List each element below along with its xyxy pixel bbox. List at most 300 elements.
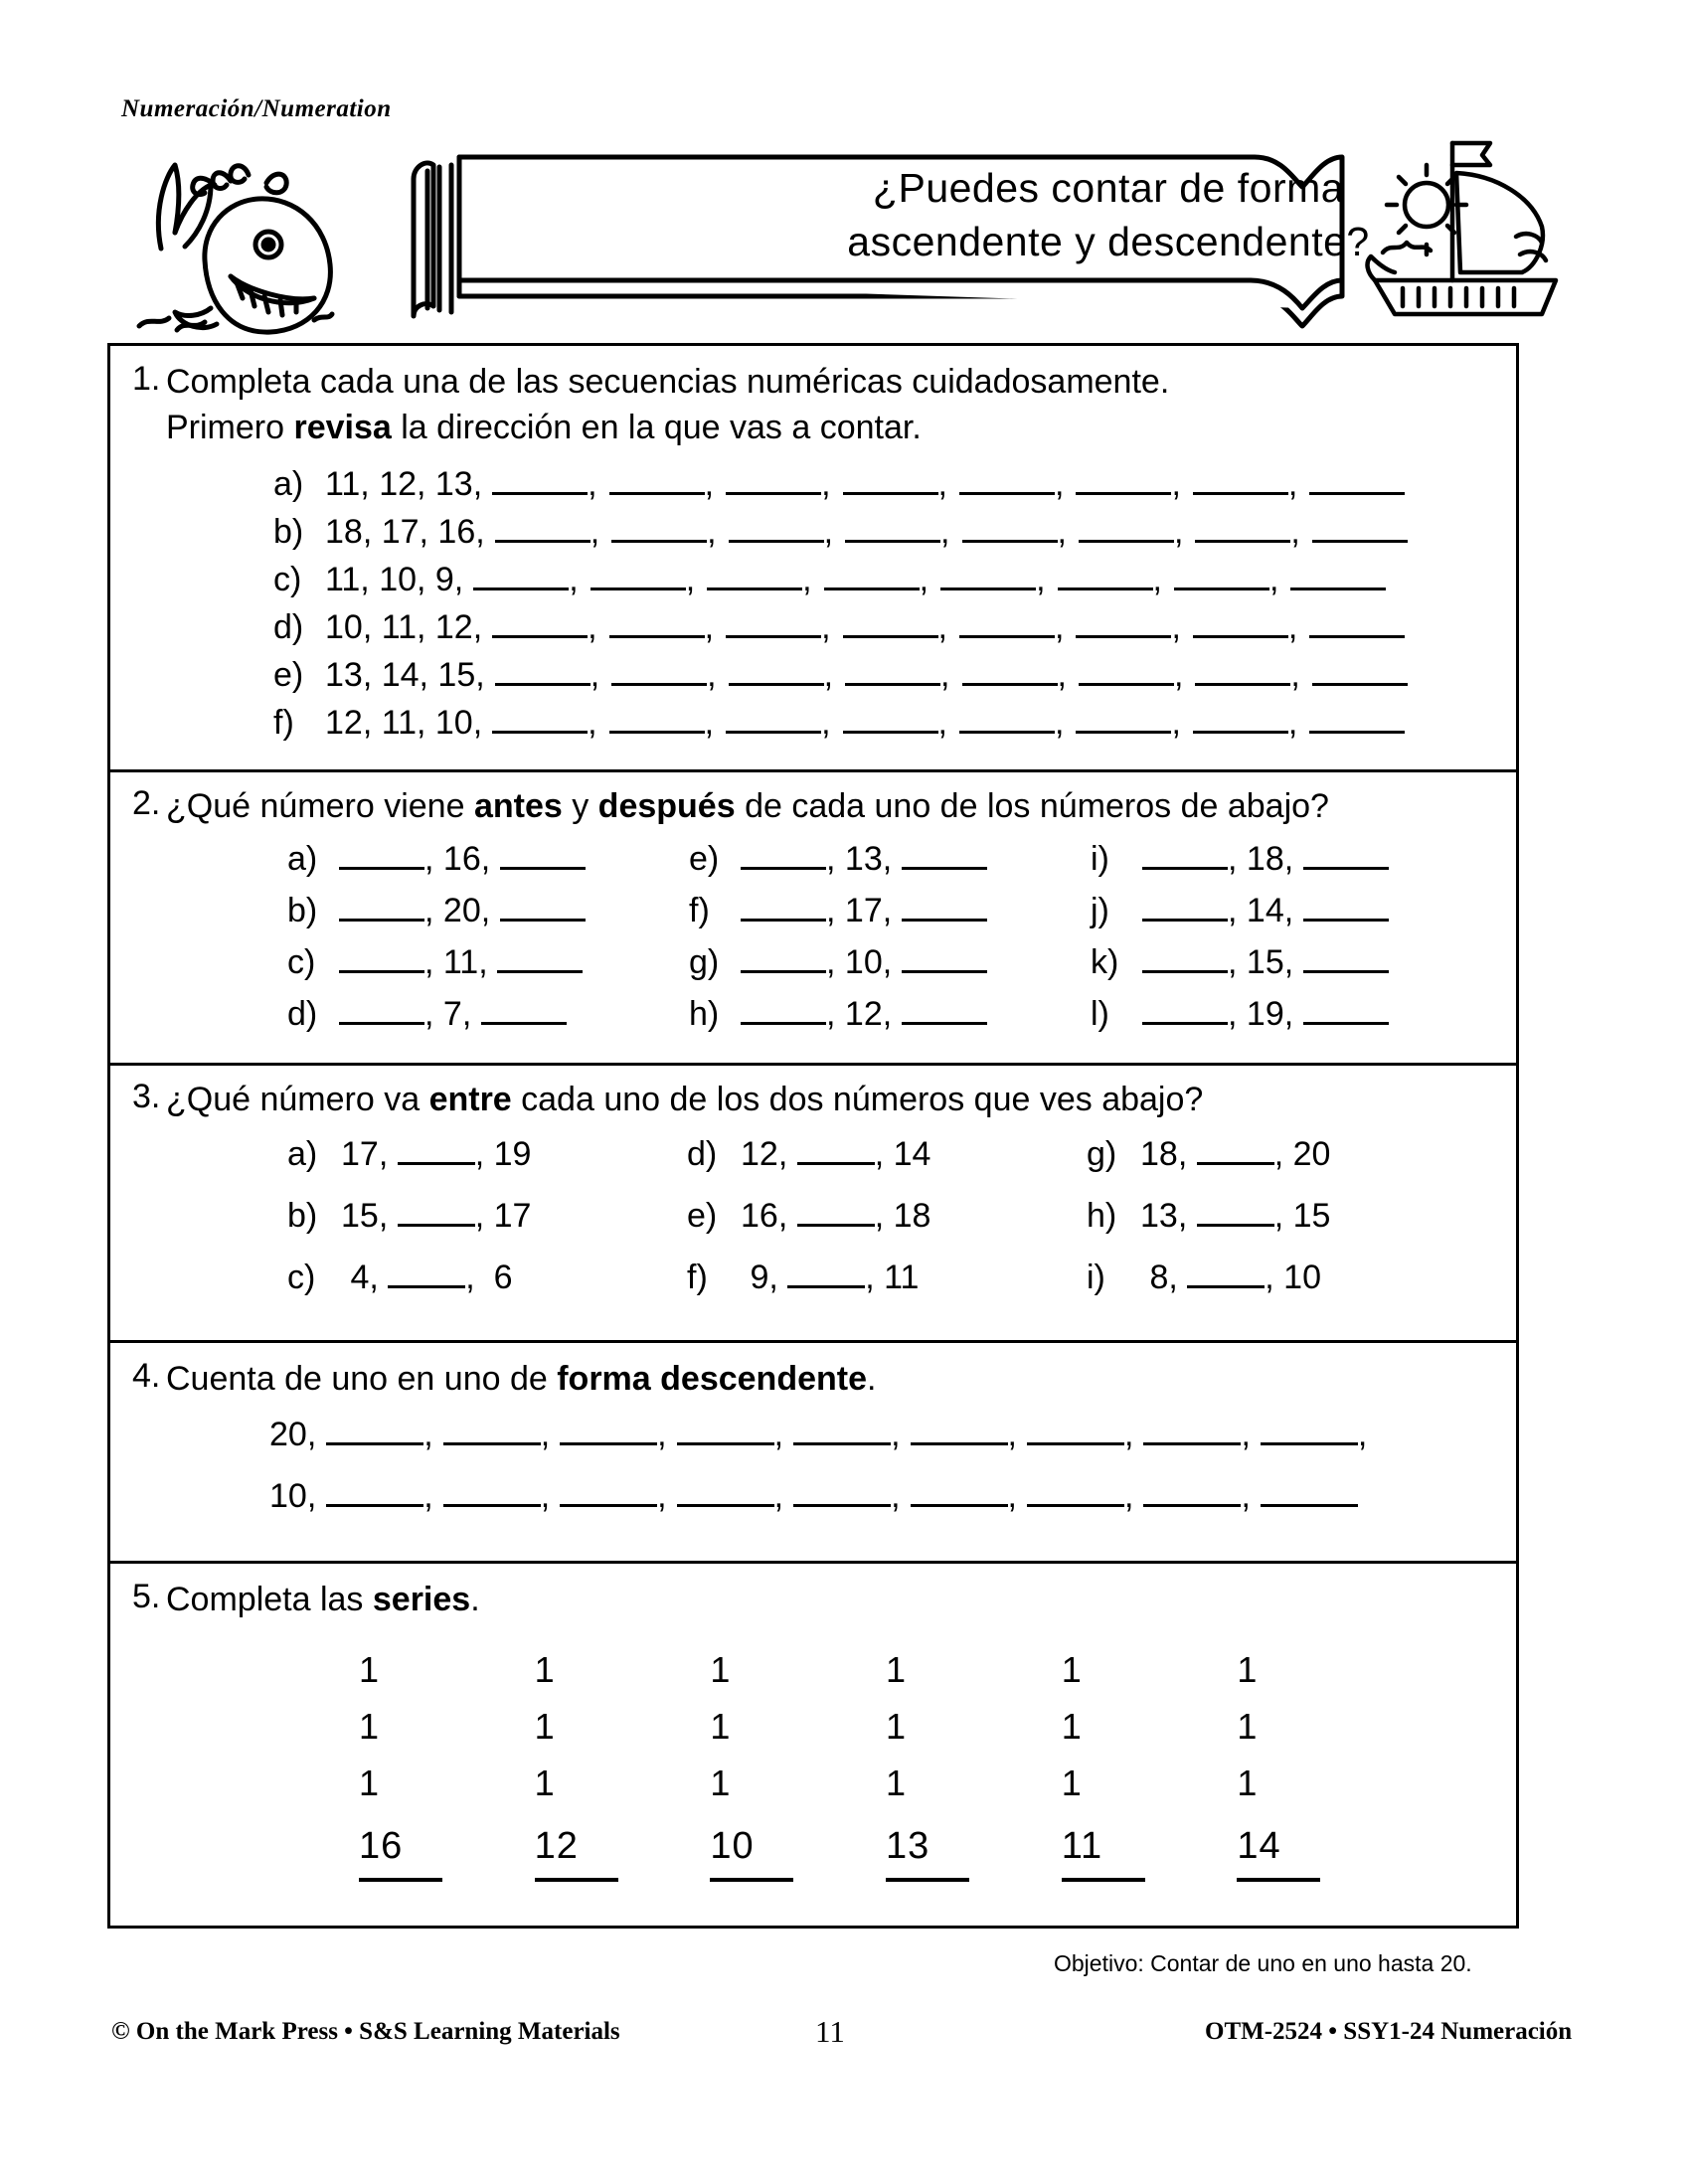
answer-blank[interactable] <box>1261 1504 1358 1507</box>
item-value: 18, <box>1246 839 1294 878</box>
section-1-items <box>110 465 1516 752</box>
series-cell: 1 <box>1237 1706 1258 1748</box>
answer-blank-before[interactable] <box>741 867 826 870</box>
section-5-heading <box>110 1578 1516 1623</box>
series-answer-cell <box>710 1825 886 1882</box>
section-2-column <box>287 840 689 1047</box>
list-item <box>110 465 1516 513</box>
answer-blank[interactable] <box>1143 1442 1241 1445</box>
item-first-value: 15, <box>341 1196 389 1235</box>
footer-page-number: 11 <box>815 2014 845 2049</box>
section-5-number: 5. <box>132 1578 161 1616</box>
series-answer-value: 13 <box>886 1825 930 1868</box>
answer-blank-after[interactable] <box>497 970 583 973</box>
answer-blank[interactable] <box>611 540 707 543</box>
item-second-value: , 18 <box>874 1196 931 1235</box>
item-label: i) <box>1091 839 1109 878</box>
answer-blank[interactable] <box>1143 1504 1241 1507</box>
answer-blank-before[interactable] <box>741 970 826 973</box>
list-item: d) , 7, <box>287 995 689 1047</box>
answer-blank-middle[interactable] <box>398 1224 475 1227</box>
series-cell: 1 <box>359 1706 380 1748</box>
item-label: b) <box>273 512 304 551</box>
item-value: 19, <box>1246 994 1294 1033</box>
section-2-column <box>1091 840 1492 1047</box>
answer-blank[interactable] <box>326 1442 423 1445</box>
answer-blank[interactable] <box>959 635 1055 638</box>
list-item <box>110 513 1516 561</box>
answer-blank[interactable] <box>1309 731 1405 734</box>
series-row <box>359 1649 1413 1706</box>
item-first-value: 12, <box>741 1134 788 1173</box>
section-4-instruction <box>166 1357 888 1403</box>
series-answer-cell <box>886 1825 1062 1882</box>
section-3-instruction-bold: entre <box>428 1080 512 1118</box>
list-item <box>1087 1197 1486 1259</box>
list-item: g) , 10, <box>689 943 1091 995</box>
answer-blank[interactable] <box>707 588 802 590</box>
item-value: 17, <box>844 891 893 929</box>
answer-blank[interactable] <box>793 1442 891 1445</box>
open-book-icon <box>368 131 1370 330</box>
item-label: c) <box>273 560 302 598</box>
answer-blank[interactable] <box>843 635 938 638</box>
item-seed: 10, 11, 12, <box>325 607 483 646</box>
section-2-items <box>110 840 1516 1047</box>
list-item <box>1087 1135 1486 1197</box>
answer-blanks: , , , , , , , <box>463 561 1386 599</box>
item-label: h) <box>689 994 720 1033</box>
running-head: Numeración/Numeration <box>121 95 392 122</box>
answer-blank[interactable] <box>1079 683 1174 686</box>
answer-blank[interactable] <box>473 588 569 590</box>
section-3-instruction <box>166 1078 1215 1123</box>
answer-blank[interactable] <box>1058 588 1153 590</box>
series-row <box>359 1706 1413 1763</box>
list-item <box>687 1197 1087 1259</box>
answer-blank[interactable] <box>843 492 938 495</box>
item-value: 20, <box>442 891 491 929</box>
list-item <box>287 1259 687 1320</box>
answer-blank[interactable] <box>959 731 1055 734</box>
item-first-value: 18, <box>1140 1134 1188 1173</box>
section-2-instruction-mid: y <box>562 786 598 825</box>
section-3-number: 3. <box>132 1077 161 1115</box>
series-answer-value: 16 <box>359 1825 404 1868</box>
answer-blank[interactable] <box>1027 1442 1124 1445</box>
item-label: i) <box>1087 1258 1105 1296</box>
answer-blank[interactable] <box>591 588 686 590</box>
answer-blank[interactable] <box>962 683 1058 686</box>
series-answer-rule[interactable] <box>1237 1878 1320 1882</box>
section-1-instruction-post: la dirección en la que vas a contar. <box>391 408 922 446</box>
item-label: h) <box>1087 1196 1117 1235</box>
item-value: 15, <box>1246 942 1294 981</box>
series-cell: 1 <box>534 1649 555 1691</box>
objective-note: Objetivo: Contar de uno en uno hasta 20. <box>1054 1950 1472 1976</box>
answer-blank[interactable] <box>962 540 1058 543</box>
series-cell: 1 <box>710 1763 731 1804</box>
item-label: d) <box>273 607 304 646</box>
item-seed: 18, 17, 16, <box>325 512 485 551</box>
series-cell: 1 <box>886 1763 907 1804</box>
series-cell: 1 <box>1061 1649 1082 1691</box>
answer-blank[interactable] <box>1076 492 1171 495</box>
section-1-heading <box>110 360 1516 451</box>
answer-blank-middle[interactable] <box>388 1285 465 1288</box>
list-item <box>687 1135 1087 1197</box>
worksheet-body <box>107 343 1519 1929</box>
answer-blank-before[interactable] <box>339 867 424 870</box>
list-item <box>1087 1259 1486 1320</box>
item-value: 12, <box>844 994 893 1033</box>
item-second-value: , 17 <box>474 1196 532 1235</box>
answer-blank[interactable] <box>1027 1504 1124 1507</box>
answer-blank-after[interactable] <box>1303 970 1389 973</box>
item-second-value: , 20 <box>1273 1134 1331 1173</box>
answer-blanks: , , , , , , , <box>482 704 1405 743</box>
answer-blank[interactable] <box>495 683 591 686</box>
list-item <box>687 1259 1087 1320</box>
answer-blank[interactable] <box>1076 731 1171 734</box>
list-item: l) , 19, <box>1091 995 1492 1047</box>
answer-blank[interactable] <box>1195 683 1290 686</box>
series-answer-cell <box>535 1825 711 1882</box>
answer-blank-after[interactable] <box>1303 919 1389 922</box>
series-cell: 1 <box>1237 1649 1258 1691</box>
answer-blank-before[interactable] <box>1142 919 1228 922</box>
answer-blank-after[interactable] <box>902 867 987 870</box>
item-label: c) <box>287 942 316 981</box>
answer-blank-after[interactable] <box>1303 867 1389 870</box>
section-4-instruction-pre: Cuenta de uno en uno de <box>166 1359 558 1398</box>
item-first-value: 16, <box>741 1196 788 1235</box>
item-label: a) <box>287 839 318 878</box>
answer-blank-middle[interactable] <box>1197 1224 1274 1227</box>
series-cell: 1 <box>359 1763 380 1804</box>
section-1-instruction <box>166 360 1181 451</box>
series-answer-cell <box>359 1825 535 1882</box>
answer-blanks: , , , , , , , <box>485 513 1408 552</box>
answer-blank-after[interactable] <box>500 867 586 870</box>
answer-blank-before[interactable] <box>339 970 424 973</box>
section-5-instruction-post: . <box>470 1581 480 1619</box>
list-item: b) , 20, <box>287 892 689 943</box>
section-2-instruction-pre: ¿Qué número viene <box>166 786 474 825</box>
answer-blanks: , , , , , , , <box>482 608 1405 647</box>
section-5-series-grid <box>110 1649 1413 1882</box>
section-5-instruction-pre: Completa las <box>166 1581 373 1619</box>
answer-blank[interactable] <box>560 1504 657 1507</box>
answer-blank-before[interactable] <box>1142 970 1228 973</box>
answer-blank[interactable] <box>492 492 588 495</box>
list-item <box>110 1416 1516 1477</box>
answer-blank-middle[interactable] <box>1197 1162 1274 1165</box>
section-3 <box>110 1066 1516 1343</box>
item-second-value: , 19 <box>474 1134 532 1173</box>
series-answer-rule[interactable] <box>710 1878 793 1882</box>
series-cell: 1 <box>886 1649 907 1691</box>
answer-blank[interactable] <box>726 731 821 734</box>
item-value: 13, <box>844 839 893 878</box>
series-answer-value: 12 <box>534 1825 579 1868</box>
answer-blank[interactable] <box>1290 588 1386 590</box>
item-seed: 20, <box>269 1416 317 1454</box>
item-first-value: 13, <box>1140 1196 1188 1235</box>
answer-blank[interactable] <box>959 492 1055 495</box>
list-item: f) , 17, <box>689 892 1091 943</box>
answer-blanks: , , , , , , , , , <box>316 1416 1367 1454</box>
item-label: a) <box>287 1134 318 1173</box>
answer-blank[interactable] <box>726 492 821 495</box>
answer-blanks: , , , , , , , <box>482 465 1405 504</box>
section-3-column <box>287 1135 687 1320</box>
section-1-instruction-pre: Primero <box>166 408 294 446</box>
answer-blank-middle[interactable] <box>797 1162 875 1165</box>
section-5 <box>110 1564 1516 1892</box>
answer-blank[interactable] <box>1261 1442 1358 1445</box>
series-cell: 1 <box>359 1649 380 1691</box>
list-item <box>110 608 1516 656</box>
answer-blank[interactable] <box>911 1504 1008 1507</box>
item-seed: 12, 11, 10, <box>325 703 483 742</box>
answer-blank[interactable] <box>1079 540 1174 543</box>
series-answer-row <box>359 1825 1413 1882</box>
title-banner <box>119 131 1571 335</box>
item-value: 11, <box>442 942 488 981</box>
section-5-instruction-bold: series <box>372 1581 471 1619</box>
list-item: e) , 13, <box>689 840 1091 892</box>
section-3-column <box>687 1135 1087 1320</box>
list-item: a) , 16, <box>287 840 689 892</box>
item-label: f) <box>687 1258 708 1296</box>
answer-blank-middle[interactable] <box>787 1285 865 1288</box>
answer-blank[interactable] <box>677 1504 774 1507</box>
item-label: j) <box>1091 891 1109 929</box>
answer-blank[interactable] <box>492 635 588 638</box>
item-label: e) <box>687 1196 718 1235</box>
whale-icon <box>119 141 368 335</box>
series-answer-rule[interactable] <box>359 1878 442 1882</box>
answer-blank-after[interactable] <box>500 919 586 922</box>
series-cell: 1 <box>1237 1763 1258 1804</box>
answer-blank[interactable] <box>560 1442 657 1445</box>
item-label: d) <box>687 1134 718 1173</box>
answer-blank-before[interactable] <box>339 919 424 922</box>
list-item <box>110 561 1516 608</box>
series-cell: 1 <box>886 1706 907 1748</box>
item-label: f) <box>273 703 294 742</box>
answer-blank-after[interactable] <box>481 1022 567 1025</box>
series-answer-value: 11 <box>1061 1825 1103 1868</box>
answer-blank[interactable] <box>726 635 821 638</box>
item-label: g) <box>1087 1134 1117 1173</box>
section-3-items <box>110 1135 1516 1320</box>
answer-blank[interactable] <box>492 731 588 734</box>
sailing-ship-icon <box>1357 131 1571 330</box>
section-2-instruction-bold2: después <box>597 786 736 825</box>
item-first-value: 4, <box>341 1258 379 1296</box>
answer-blank-before[interactable] <box>741 919 826 922</box>
item-first-value: 8, <box>1140 1258 1178 1296</box>
answer-blank[interactable] <box>609 731 705 734</box>
answer-blank[interactable] <box>1312 540 1408 543</box>
section-2 <box>110 772 1516 1066</box>
series-cell: 1 <box>534 1763 555 1804</box>
item-label: b) <box>287 891 318 929</box>
answer-blank-before[interactable] <box>339 1022 424 1025</box>
page-title-line1: ¿Puedes contar de forma <box>872 165 1345 211</box>
answer-blank[interactable] <box>729 540 824 543</box>
list-item: h) , 12, <box>689 995 1091 1047</box>
item-second-value: , 6 <box>465 1258 513 1296</box>
item-value: 10, <box>844 942 893 981</box>
answer-blank[interactable] <box>326 1504 423 1507</box>
answer-blank-before[interactable] <box>741 1022 826 1025</box>
answer-blank[interactable] <box>611 683 707 686</box>
answer-blank[interactable] <box>443 1442 541 1445</box>
section-2-heading <box>110 784 1516 830</box>
answer-blank[interactable] <box>793 1504 891 1507</box>
answer-blank[interactable] <box>1195 540 1290 543</box>
answer-blank[interactable] <box>940 588 1036 590</box>
footer-product-code: OTM-2524 • SSY1-24 Numeración <box>1205 2018 1573 2045</box>
list-item <box>287 1135 687 1197</box>
series-cell: 1 <box>710 1706 731 1748</box>
answer-blank-after[interactable] <box>902 970 987 973</box>
section-1-instruction-line1: Completa cada una de las secuencias numéricas cuidadosamente. <box>166 363 1170 401</box>
answer-blank[interactable] <box>1193 635 1288 638</box>
item-seed: 10, <box>269 1477 317 1516</box>
item-label: c) <box>287 1258 316 1296</box>
item-second-value: , 10 <box>1265 1258 1321 1296</box>
section-2-column <box>689 840 1091 1047</box>
answer-blank[interactable] <box>1309 492 1405 495</box>
section-2-instruction <box>166 784 1341 830</box>
series-answer-cell <box>1062 1825 1238 1882</box>
item-label: f) <box>689 891 710 929</box>
answer-blank[interactable] <box>729 683 824 686</box>
item-second-value: , 14 <box>874 1134 931 1173</box>
item-seed: 11, 10, 9, <box>325 560 464 598</box>
section-4-heading <box>110 1357 1516 1403</box>
answer-blank-before[interactable] <box>1142 867 1228 870</box>
item-label: a) <box>273 464 304 503</box>
item-first-value: 17, <box>341 1134 389 1173</box>
footer-copyright: © On the Mark Press • S&S Learning Materials <box>111 2018 620 2045</box>
answer-blank[interactable] <box>443 1504 541 1507</box>
list-item: c) , 11, <box>287 943 689 995</box>
series-cell: 1 <box>1061 1706 1082 1748</box>
answer-blank[interactable] <box>1174 588 1269 590</box>
section-5-instruction <box>166 1578 492 1623</box>
list-item <box>110 704 1516 752</box>
answer-blank[interactable] <box>1312 683 1408 686</box>
series-answer-cell <box>1237 1825 1413 1882</box>
answer-blank[interactable] <box>609 635 705 638</box>
list-item <box>287 1197 687 1259</box>
section-3-instruction-pre: ¿Qué número va <box>166 1080 429 1118</box>
item-value: 16, <box>442 839 491 878</box>
answer-blank[interactable] <box>845 540 940 543</box>
answer-blank[interactable] <box>677 1442 774 1445</box>
list-item: j) , 14, <box>1091 892 1492 943</box>
answer-blank[interactable] <box>495 540 591 543</box>
answer-blank[interactable] <box>845 683 940 686</box>
section-2-number: 2. <box>132 783 161 822</box>
series-answer-rule[interactable] <box>1062 1878 1145 1882</box>
answer-blank-middle[interactable] <box>797 1224 875 1227</box>
section-4-instruction-post: . <box>867 1359 877 1398</box>
item-label: e) <box>689 839 720 878</box>
item-label: l) <box>1091 994 1109 1033</box>
series-answer-value: 10 <box>710 1825 755 1868</box>
item-seed: 11, 12, 13, <box>325 464 483 503</box>
series-row <box>359 1763 1413 1819</box>
section-1-instruction-bold: revisa <box>293 408 392 446</box>
answer-blank-after[interactable] <box>1303 1022 1389 1025</box>
answer-blank[interactable] <box>1309 635 1405 638</box>
item-label: e) <box>273 655 304 694</box>
item-label: g) <box>689 942 720 981</box>
page-title-line2: ascendente y descendente? <box>847 219 1370 265</box>
answer-blank-before[interactable] <box>1142 1022 1228 1025</box>
item-label: d) <box>287 994 318 1033</box>
answer-blank[interactable] <box>609 492 705 495</box>
series-cell: 1 <box>534 1706 555 1748</box>
item-value: 7, <box>442 994 472 1033</box>
series-cell: 1 <box>1061 1763 1082 1804</box>
answer-blank[interactable] <box>1076 635 1171 638</box>
section-3-heading <box>110 1078 1516 1123</box>
section-2-instruction-bold1: antes <box>473 786 563 825</box>
section-2-instruction-post: de cada uno de los números de abajo? <box>735 786 1329 825</box>
item-value: 14, <box>1246 891 1294 929</box>
section-4-items <box>110 1416 1516 1539</box>
section-3-column <box>1087 1135 1486 1320</box>
list-item <box>110 1477 1516 1539</box>
item-first-value: 9, <box>741 1258 778 1296</box>
answer-blank[interactable] <box>911 1442 1008 1445</box>
item-seed: 13, 14, 15, <box>325 655 485 694</box>
answer-blank[interactable] <box>1193 731 1288 734</box>
series-answer-rule[interactable] <box>535 1878 618 1882</box>
item-second-value: , 11 <box>865 1258 920 1296</box>
answer-blank-after[interactable] <box>902 919 987 922</box>
series-cell: 1 <box>710 1649 731 1691</box>
section-4-number: 4. <box>132 1356 161 1395</box>
series-answer-value: 14 <box>1237 1825 1281 1868</box>
section-4 <box>110 1343 1516 1565</box>
answer-blanks: , , , , , , , <box>485 656 1408 695</box>
answer-blank-middle[interactable] <box>1187 1285 1265 1288</box>
section-1 <box>110 346 1516 772</box>
answer-blank-after[interactable] <box>902 1022 987 1025</box>
section-3-instruction-post: cada uno de los dos números que ves abajo? <box>511 1080 1204 1118</box>
list-item: i) , 18, <box>1091 840 1492 892</box>
answer-blank[interactable] <box>1193 492 1288 495</box>
list-item <box>110 656 1516 704</box>
answer-blanks: , , , , , , , , <box>316 1477 1358 1516</box>
answer-blank[interactable] <box>843 731 938 734</box>
section-4-instruction-bold: forma descendente <box>557 1359 867 1398</box>
item-label: k) <box>1091 942 1119 981</box>
answer-blank[interactable] <box>824 588 920 590</box>
answer-blank-middle[interactable] <box>398 1162 475 1165</box>
item-label: b) <box>287 1196 318 1235</box>
item-second-value: , 15 <box>1273 1196 1331 1235</box>
series-answer-rule[interactable] <box>886 1878 969 1882</box>
